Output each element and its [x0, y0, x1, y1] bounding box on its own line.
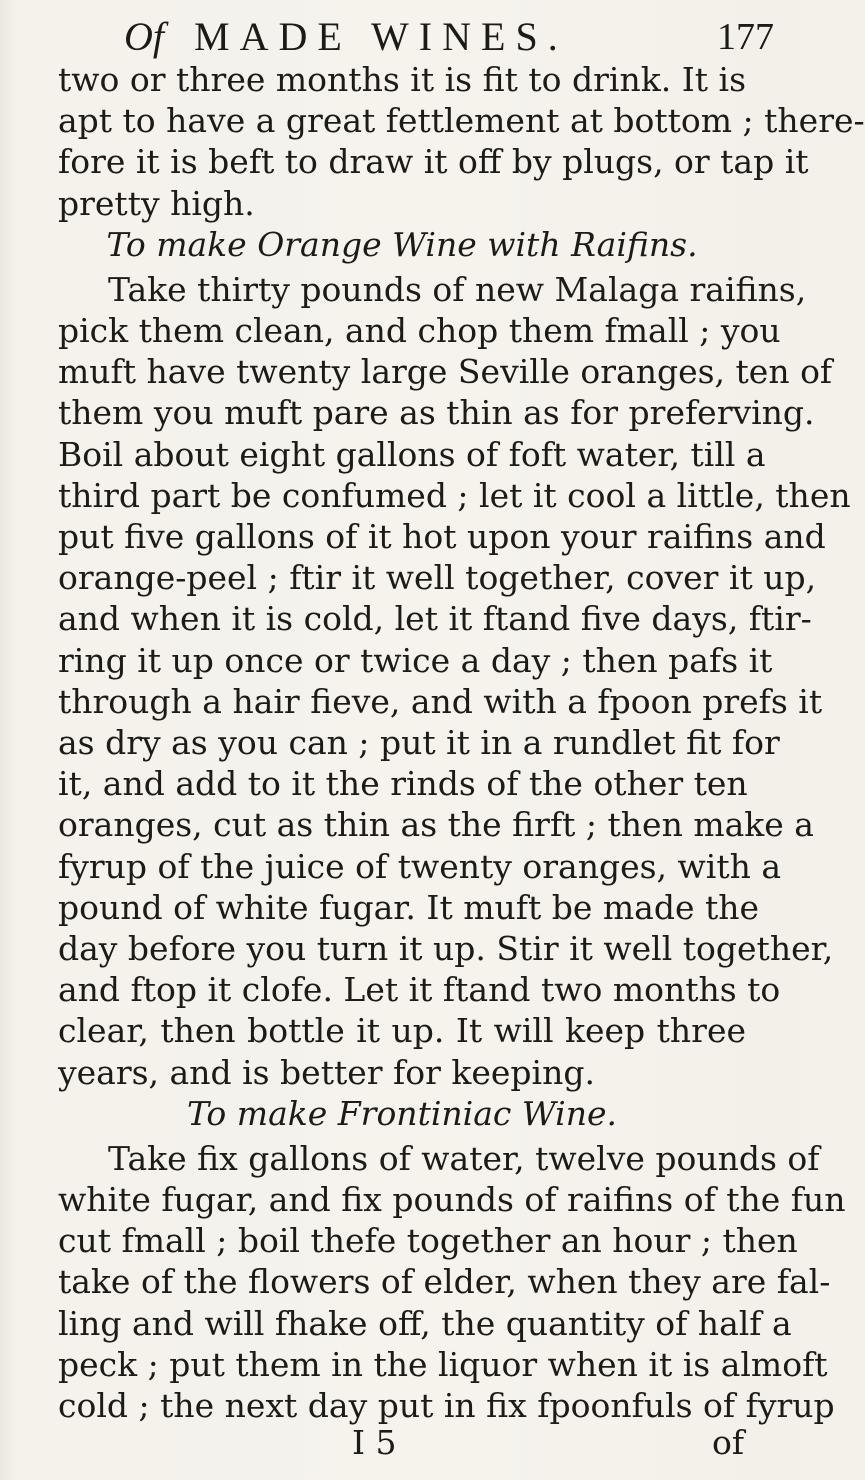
text-line: pick them clean, and chop them fmall ; you — [58, 311, 781, 350]
text-line: cold ; the next day put in fix fpoonfuls of fyrup — [58, 1386, 835, 1425]
text-line: orange-peel ; ftir it well together, cover it up, — [58, 558, 817, 598]
text-line: them you muft pare as thin as for preferving. — [58, 393, 815, 433]
signature-mark: I 5 — [352, 1423, 397, 1463]
text-line: years, and is better for keeping. — [58, 1052, 595, 1092]
text-line: white fugar, and fix pounds of raifins of the fun — [58, 1180, 846, 1219]
text-line: cut fmall ; boil thefe together an hour ; then — [58, 1221, 798, 1261]
text-line: through a hair fieve, and with a fpoon prefs it — [58, 681, 823, 721]
text-line: pretty high. — [58, 183, 255, 223]
text-line: apt to have a great fettlement at bottom ; there- — [58, 101, 865, 141]
text-line: oranges, cut as thin as the firft ; then make a — [58, 805, 814, 845]
text-line: muft have twenty large Seville oranges, ten of — [58, 352, 833, 392]
text-line: peck ; put them in the liquor when it is almoft — [58, 1344, 828, 1384]
text-line: clear, then bottle it up. It will keep three — [58, 1011, 746, 1051]
recipe-heading-frontiniac-wine: To make Frontiniac Wine. — [186, 1093, 617, 1133]
recipe-heading-orange-wine: To make Orange Wine with Raifins. — [106, 224, 698, 264]
text-line: it, and add to it the rinds of the other ten — [58, 764, 748, 804]
running-head — [124, 12, 774, 62]
text-line: fyrup of the juice of twenty oranges, with a — [58, 846, 782, 886]
text-line: ling and will fhake off, the quantity of half a — [58, 1303, 792, 1343]
text-line: put five gallons of it hot upon your raifins and — [58, 517, 826, 556]
running-head-of: Of — [124, 14, 164, 59]
text-line: pound of white fugar. It muft be made the — [58, 887, 760, 927]
page-number: 177 — [717, 16, 774, 58]
catchword: of — [712, 1423, 745, 1463]
text-line: Take fix gallons of water, twelve pounds of — [108, 1138, 820, 1178]
text-line: third part be confumed ; let it cool a little, then — [58, 475, 851, 515]
text-line: Take thirty pounds of new Malaga raifins, — [108, 269, 807, 309]
text-line: fore it is beft to draw it off by plugs, or tap it — [58, 142, 809, 182]
text-line: and when it is cold, let it ftand five days, ftir- — [58, 599, 812, 639]
running-head-title: MADE WINES. — [194, 14, 568, 59]
text-line: take of the flowers of elder, when they are fal- — [58, 1262, 831, 1302]
text-line: ring it up once or twice a day ; then pafs it — [58, 640, 773, 680]
text-line: and ftop it clofe. Let it ftand two months to — [58, 970, 781, 1010]
text-line: as dry as you can ; put it in a rundlet fit for — [58, 723, 780, 762]
text-line: two or three months it is fit to drink. It is — [58, 60, 746, 99]
text-line: day before you turn it up. Stir it well together, — [58, 929, 834, 968]
text-line: Boil about eight gallons of foft water, till a — [58, 434, 766, 474]
